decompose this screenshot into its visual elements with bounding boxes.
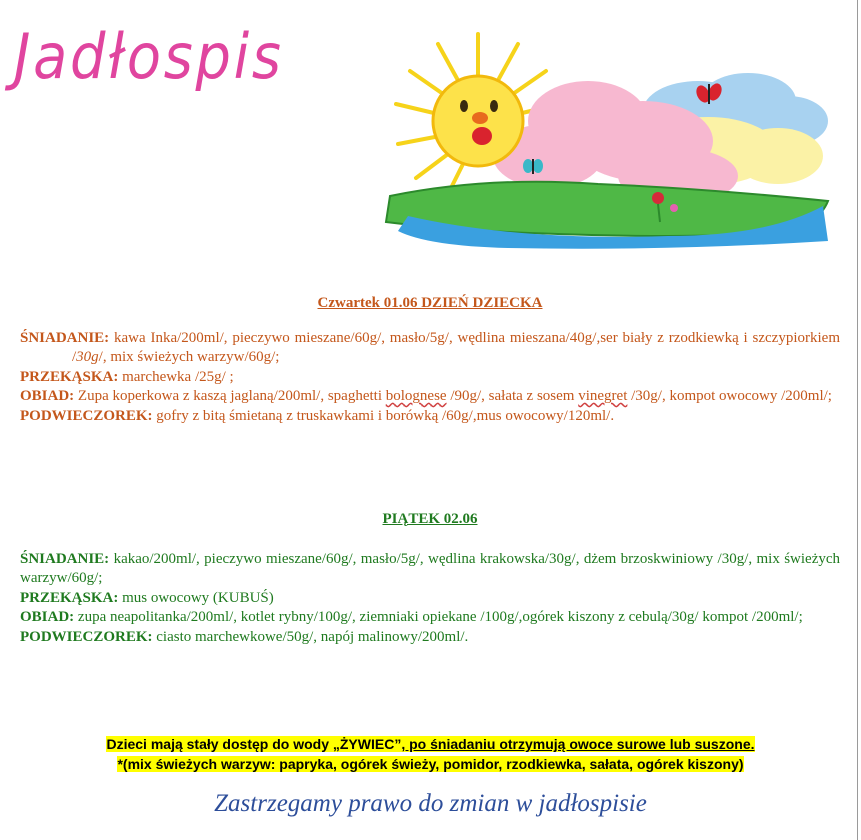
meal-label: PRZEKĄSKA: (20, 589, 119, 606)
meal-label: PRZEKĄSKA: (20, 368, 119, 385)
meal-label: ŚNIADANIE: (20, 550, 110, 567)
meal-label: ŚNIADANIE: (20, 329, 110, 346)
mix-note: *(mix świeżych warzyw: papryka, ogórek świeży, pomidor, rzodkiewka, sałata, ogórek kiszony) (117, 756, 744, 772)
thursday-afternoon-snack: PODWIECZOREK: gofry z bitą śmietaną z truskawkami i borówką /60g/,mus owocowy/120ml/. (20, 407, 615, 424)
meal-label: OBIAD: (20, 609, 75, 625)
water-note: Dzieci mają stały dostęp do wody „ŻYWIEC”, po śniadaniu otrzymują owoce surowe lub suszone. (106, 736, 755, 752)
meal-label: PODWIECZOREK: (20, 628, 153, 645)
friday-afternoon-snack: PODWIECZOREK: ciasto marchewkowe/50g/, napój malinowy/200ml/. (20, 628, 469, 645)
thursday-heading: Czwartek 01.06 DZIEŃ DZIECKA (317, 295, 543, 311)
friday-lunch: OBIAD: zupa neapolitanka/200ml/, kotlet rybny/100g/, ziemniaki opiekane /100g/,ogórek kiszony z cebulą/30g/ kompot /200ml/; (20, 609, 803, 625)
disclaimer: Zastrzegamy prawo do zmian w jadłospisie (214, 790, 647, 817)
friday-breakfast: ŚNIADANIE: kakao/200ml/, pieczywo mieszane/60g/, masło/5g/, wędlina krakowska/30g/, dżem brzoskwiniowy /30g/, mix świeżych warzyw/60g/; (20, 550, 841, 586)
thursday-menu (20, 294, 840, 426)
notes (0, 734, 861, 774)
butterfly-icon (523, 159, 543, 174)
page-title: Jadłospis (14, 20, 284, 93)
thursday-snack: PRZEKĄSKA: marchewka /25g/ ; (20, 368, 234, 385)
friday-snack: PRZEKĄSKA: mus owocowy (KUBUŚ) (20, 589, 274, 606)
friday-menu (20, 510, 840, 647)
thursday-lunch: OBIAD: Zupa koperkowa z kaszą jaglaną/200ml/, spaghetti bolognese /90g/, sałata z sosem vinegret /30g/, kompot owocowy /200ml/; (20, 388, 832, 404)
meal-label: OBIAD: (20, 388, 75, 404)
sun-clouds-illustration (368, 26, 838, 251)
meal-label: PODWIECZOREK: (20, 407, 153, 424)
thursday-breakfast: ŚNIADANIE: kawa Inka/200ml/, pieczywo mieszane/60g/, masło/5g/, wędlina mieszana/40g/,ser biały z rzodkiewką i szczypiorkiem /30g/, mix świeżych warzyw/60g/; (20, 329, 840, 365)
page-edge (857, 0, 858, 840)
friday-heading: PIĄTEK 02.06 (382, 511, 478, 527)
